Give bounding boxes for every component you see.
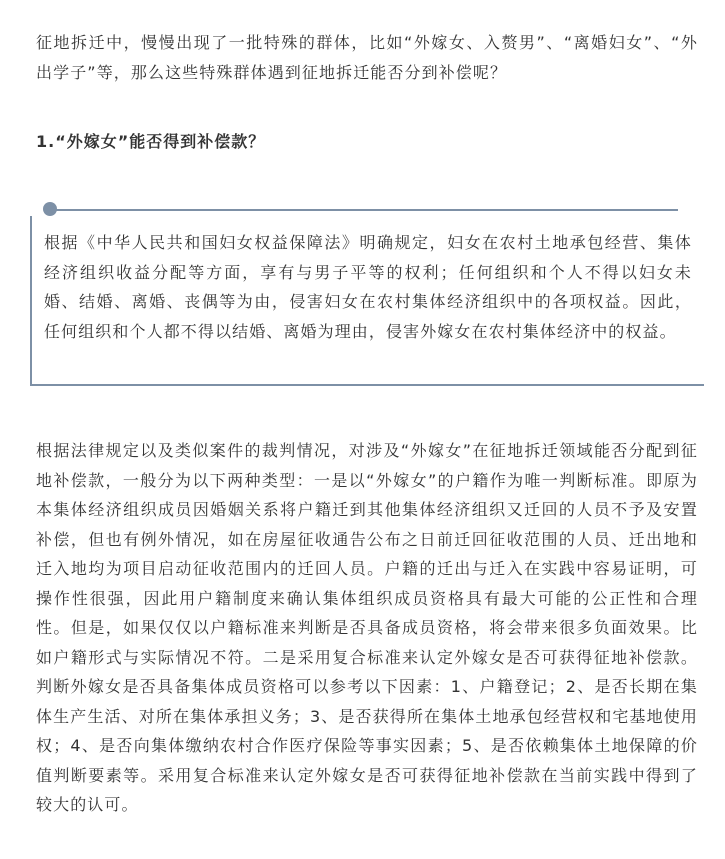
section-heading: 1.“外嫁女”能否得到补偿款？ <box>36 132 266 151</box>
intro-paragraph: 征地拆迁中，慢慢出现了一批特殊的群体，比如“外嫁女、入赘男”、“离婚妇女”、“外出学子”等，那么这些特殊群体遇到征地拆迁能否分到补偿呢？ <box>36 33 698 82</box>
quote-dot-icon <box>43 202 57 216</box>
quote-text: 根据《中华人民共和国妇女权益保障法》明确规定，妇女在农村土地承包经营、集体经济组织收益分配等方面，享有与男子平等的权利；任何组织和个人不得以妇女未婚、结婚、离婚、丧偶等为由，侵害妇女在农村集体经济组织中的各项权益。因此，任何组织和个人都不得以结婚、离婚为理由，侵害外嫁女在农村集体经济中的权益。 <box>44 233 692 341</box>
quote-top-rule <box>44 209 678 211</box>
body-paragraph: 根据法律规定以及类似案件的裁判情况，对涉及“外嫁女”在征地拆迁领域能否分配到征地补偿款，一般分为以下两种类型：一是以“外嫁女”的户籍作为唯一判断标准。即原为本集体经济组织成员因婚姻关系将户籍迁到其他集体经济组织又迁回的人员不予及安置补偿，但也有例外情况，如在房屋征收通告公布之日前迁回征收范围的人员、迁出地和迁入地均为项目启动征收范围内的迁回人员。户籍的迁出与迁入在实践中容易证明，可操作性很强，因此用户籍制度来确认集体组织成员资格具有最大可能的公正性和合理性。但是，如果仅仅以户籍标准来判断是否具备成员资格，将会带来很多负面效果。比如户籍形式与实际情况不符。二是采用复合标准来认定外嫁女是否可获得征地补偿款。判断外嫁女是否具备集体成员资格可以参考以下因素：1、户籍登记；2、是否长期在集体生产生活、对所在集体承担义务；3、是否获得所在集体土地承包经营权和宅基地使用权；4、是否向集体缴纳农村合作医疗保险等事实因素；5、是否依赖集体土地保障的价值判断要素等。采用复合标准来认定外嫁女是否可获得征地补偿款在当前实践中得到了较大的认可。 <box>36 441 698 814</box>
